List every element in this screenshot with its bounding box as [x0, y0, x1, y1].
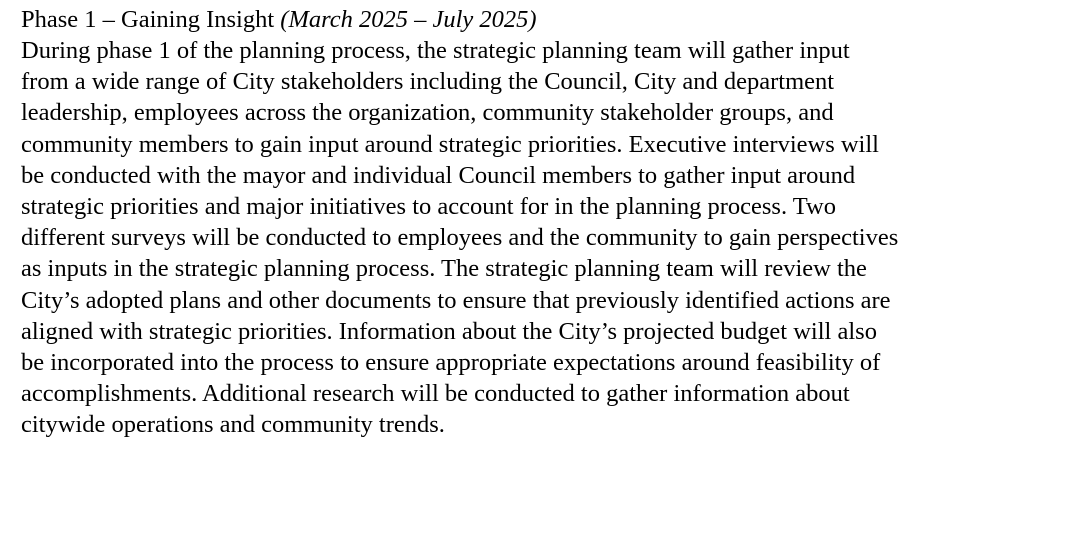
paragraph-line: aligned with strategic priorities. Information about the City’s projected budget will also	[21, 317, 877, 345]
paragraph-line: different surveys will be conducted to employees and the community to gain perspectives	[21, 224, 899, 252]
paragraph-line: community members to gain input around strategic priorities. Executive interviews will	[21, 130, 879, 158]
heading-dates: (March 2025 – July 2025)	[280, 6, 537, 33]
paragraph-line: leadership, employees across the organization, community stakeholder groups, and	[21, 99, 834, 127]
paragraph-line: citywide operations and community trends.	[21, 411, 445, 439]
paragraph-line: be conducted with the mayor and individual Council members to gather input around	[21, 161, 856, 189]
paragraph-line: During phase 1 of the planning process, the strategic planning team will gather input	[21, 37, 850, 64]
heading-title: Phase 1 – Gaining Insight	[21, 6, 275, 33]
paragraph-line: be incorporated into the process to ensure appropriate expectations around feasibility of	[21, 349, 881, 377]
section-heading	[21, 4, 1069, 35]
body-paragraph	[21, 35, 1069, 441]
paragraph-line: strategic priorities and major initiatives to account for in the planning process. Two	[21, 193, 836, 221]
paragraph-line: from a wide range of City stakeholders including the Council, City and department	[21, 68, 835, 96]
paragraph-line: City’s adopted plans and other documents to ensure that previously identified actions are	[21, 286, 891, 314]
paragraph-line: as inputs in the strategic planning process. The strategic planning team will review the	[21, 255, 867, 283]
paragraph-line: accomplishments. Additional research will be conducted to gather information about	[21, 380, 850, 408]
